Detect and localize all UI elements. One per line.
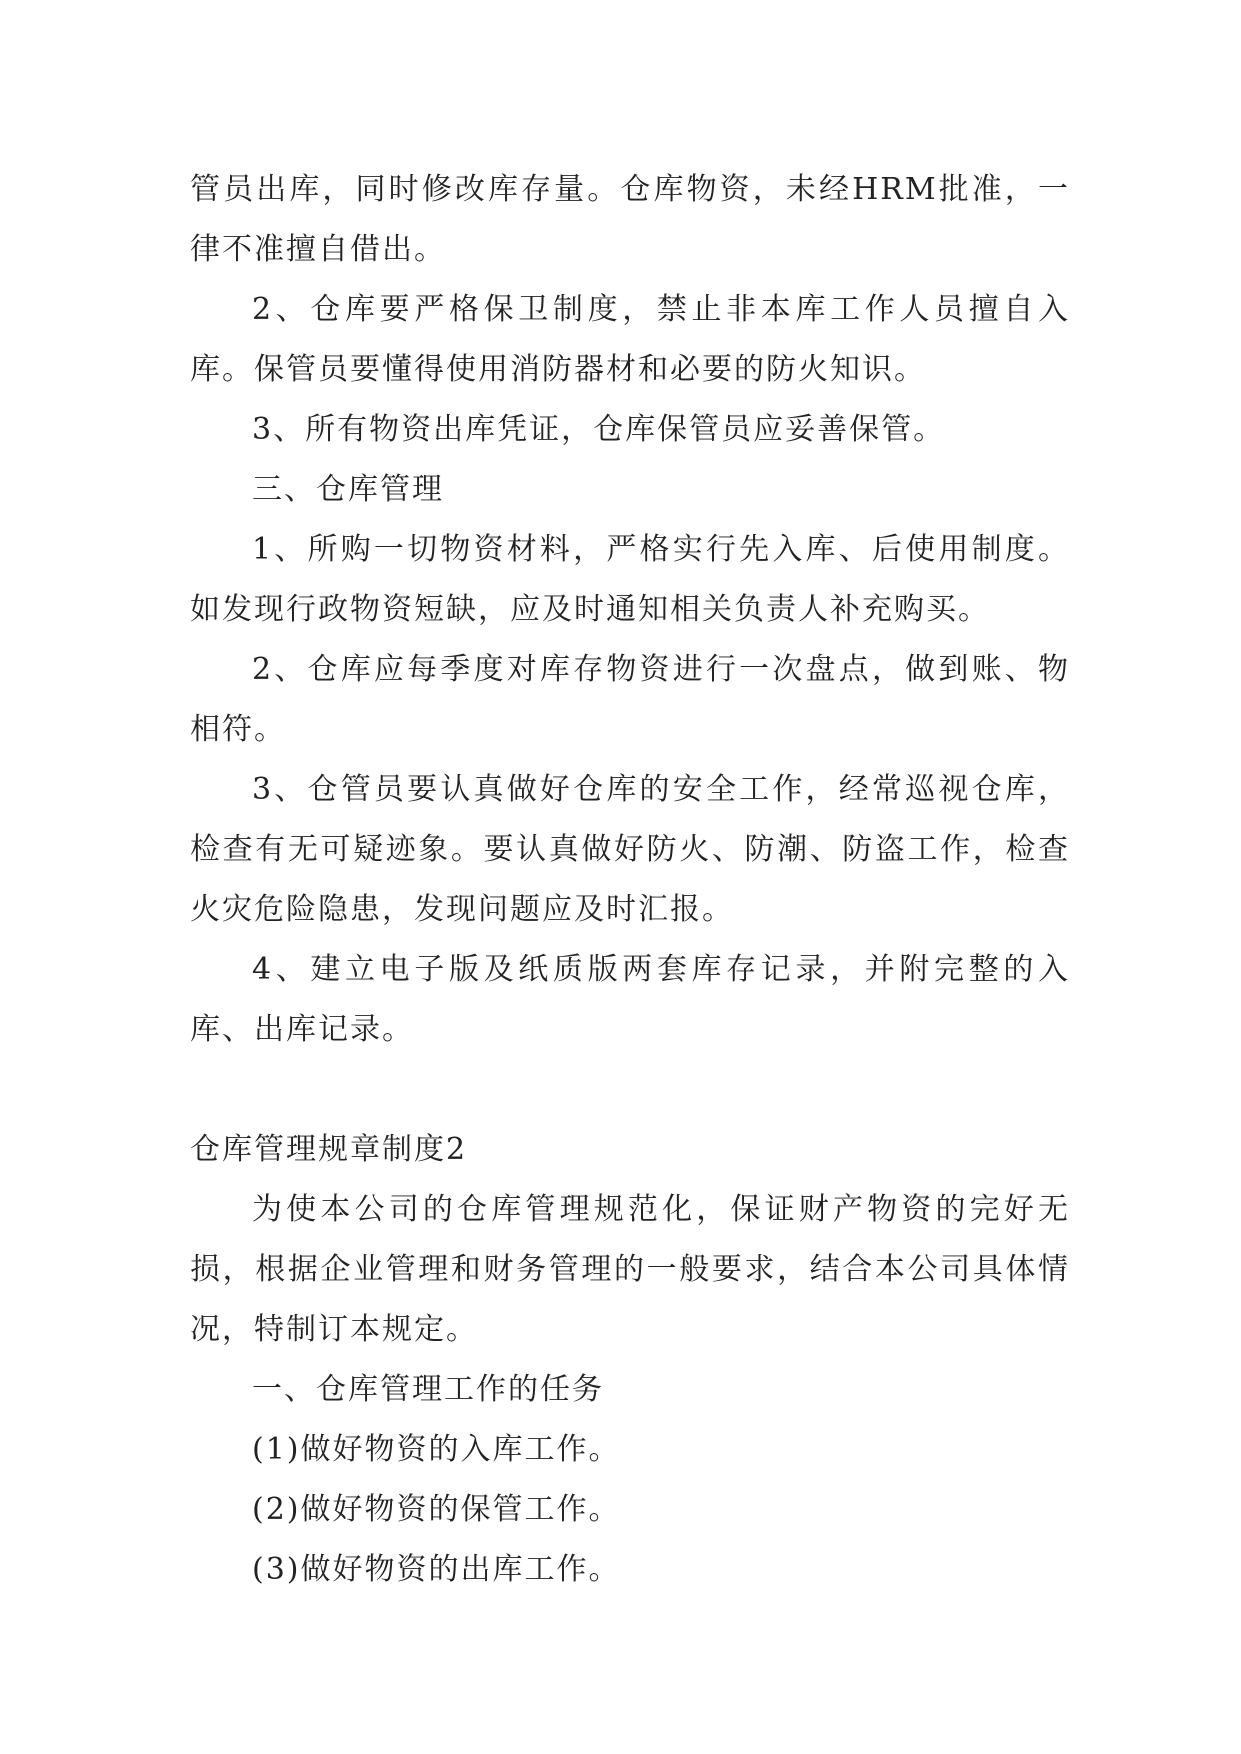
section-intro-paragraph: 为使本公司的仓库管理规范化，保证财产物资的完好无损，根据企业管理和财务管理的一般要求，结合本公司具体情况，特制订本规定。	[190, 1192, 1070, 1347]
paragraph-3: 3、所有物资出库凭证，仓库保管员应妥善保管。	[252, 412, 946, 447]
paragraph-6: 2、仓库应每季度对库存物资进行一次盘点，做到账、物相符。	[190, 652, 1070, 747]
section-title: 仓库管理规章制度2	[190, 1132, 468, 1167]
paragraph-5: 1、所购一切物资材料，严格实行先入库、后使用制度。如发现行政物资短缺，应及时通知相关负责人补充购买。	[190, 532, 1070, 627]
paragraph-2: 2、仓库要严格保卫制度，禁止非本库工作人员擅自入库。保管员要懂得使用消防器材和必要的防火知识。	[190, 292, 1070, 387]
document-body	[190, 160, 1070, 1600]
subsection-heading-tasks: 一、仓库管理工作的任务	[252, 1372, 604, 1407]
paragraph-7: 3、仓管员要认真做好仓库的安全工作，经常巡视仓库，检查有无可疑迹象。要认真做好防火、防潮、防盗工作，检查火灾危险隐患，发现问题应及时汇报。	[190, 772, 1070, 927]
paragraph-8: 4、建立电子版及纸质版两套库存记录，并附完整的入库、出库记录。	[190, 952, 1070, 1047]
list-item: (1)做好物资的入库工作。	[252, 1432, 621, 1467]
list-item: (2)做好物资的保管工作。	[252, 1492, 621, 1527]
section-heading-warehouse-management: 三、仓库管理	[252, 472, 444, 507]
paragraph-1: 管员出库，同时修改库存量。仓库物资，未经HRM批准，一律不准擅自借出。	[190, 172, 1070, 267]
section-spacer	[190, 1060, 1070, 1120]
list-item: (3)做好物资的出库工作。	[252, 1552, 621, 1587]
